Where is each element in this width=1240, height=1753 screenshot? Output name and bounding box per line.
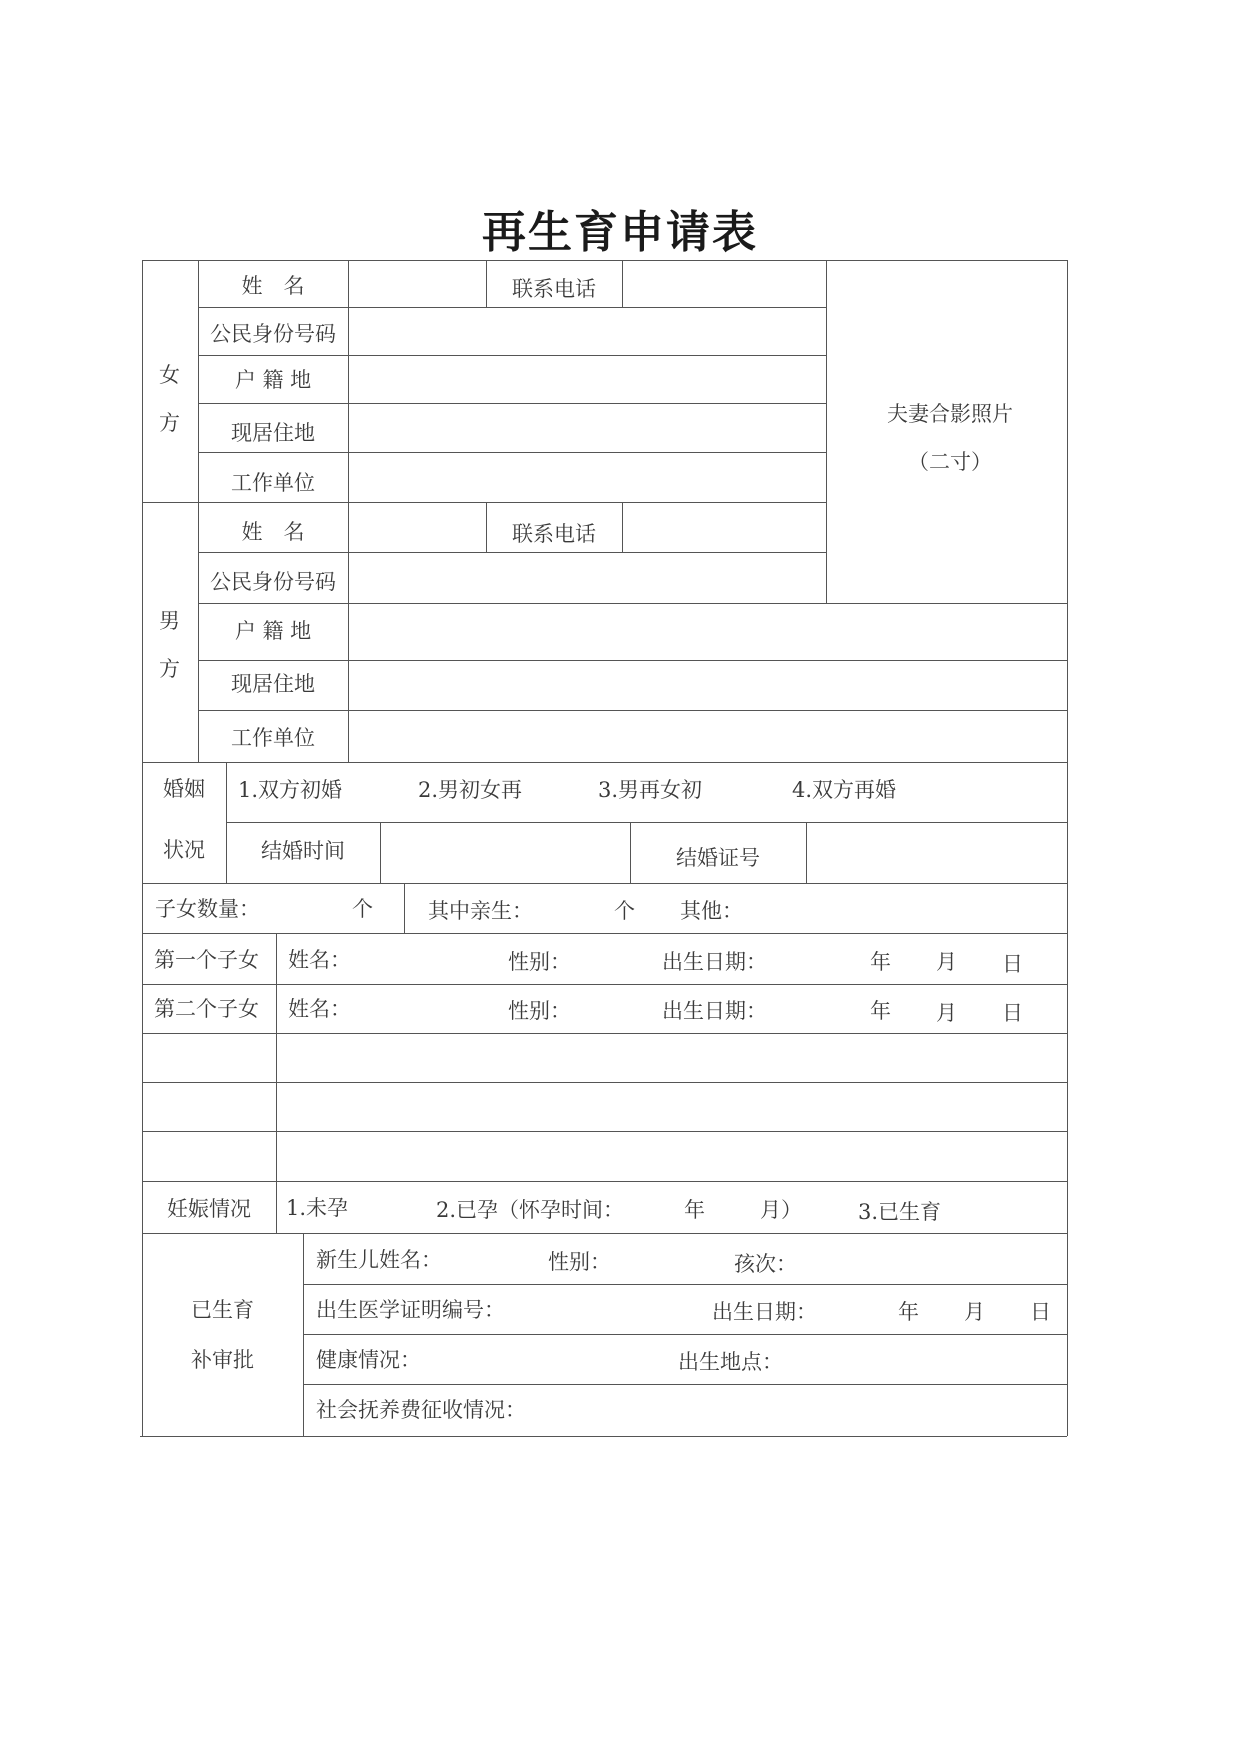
children-count-unit: 个 xyxy=(352,897,373,921)
photo-label: 夫妻合影照片 xyxy=(887,402,1013,426)
woman-phone-field[interactable] xyxy=(623,261,825,306)
woman-work-field[interactable] xyxy=(349,453,825,501)
woman-id-field[interactable] xyxy=(349,308,825,354)
child-1-month: 月 xyxy=(936,950,957,974)
child-1-year: 年 xyxy=(870,950,891,974)
rule xyxy=(276,1181,277,1233)
man-hukou-field[interactable] xyxy=(349,604,1066,659)
birth-year: 年 xyxy=(898,1300,919,1324)
woman-residence-field[interactable] xyxy=(349,404,825,451)
children-biological-unit: 个 xyxy=(614,899,635,923)
man-work-label: 工作单位 xyxy=(231,726,315,750)
woman-residence-label: 现居住地 xyxy=(231,421,315,445)
woman-name-label: 姓 名 xyxy=(241,274,305,298)
rule xyxy=(226,762,227,883)
woman-id-label: 公民身份号码 xyxy=(210,322,336,346)
man-name-field[interactable] xyxy=(349,503,485,551)
birth-review-label-line2: 补审批 xyxy=(191,1348,254,1372)
man-id-field[interactable] xyxy=(349,553,825,602)
pregnancy-month: 月） xyxy=(760,1198,802,1222)
marriage-cert-field[interactable] xyxy=(807,823,1066,882)
newborn-order-label: 孩次： xyxy=(734,1252,797,1276)
child-2-sex-label: 性别： xyxy=(508,999,571,1023)
child-1-sex-label: 性别： xyxy=(508,950,571,974)
pregnancy-option-1[interactable]: 1.未孕 xyxy=(286,1196,349,1220)
man-hukou-label: 户 籍 地 xyxy=(234,619,312,643)
birth-review-label-line1: 已生育 xyxy=(191,1298,254,1322)
child-2-day: 日 xyxy=(1002,1001,1023,1025)
rule xyxy=(142,933,1067,934)
marriage-option-4[interactable]: 4.双方再婚 xyxy=(792,778,897,802)
rule xyxy=(303,1284,1067,1285)
children-other-label: 其他： xyxy=(680,899,743,923)
marriage-option-3[interactable]: 3.男再女初 xyxy=(598,778,703,802)
blank-row-1[interactable] xyxy=(277,1034,1066,1081)
man-side-label: 男方 xyxy=(159,609,180,681)
children-count-label: 子女数量： xyxy=(155,897,260,921)
birth-cert-label: 出生医学证明编号： xyxy=(316,1298,505,1322)
pregnancy-option-3[interactable]: 3.已生育 xyxy=(858,1200,942,1224)
pregnancy-label: 妊娠情况 xyxy=(167,1197,251,1221)
blank-row-2[interactable] xyxy=(277,1083,1066,1130)
birth-date-label: 出生日期： xyxy=(712,1300,817,1324)
health-label: 健康情况： xyxy=(316,1348,421,1372)
woman-side-label: 女方 xyxy=(159,363,180,435)
pregnancy-option-2[interactable]: 2.已孕（怀孕时间： xyxy=(436,1198,625,1222)
children-biological-label: 其中亲生： xyxy=(428,899,533,923)
rule xyxy=(142,1233,1067,1234)
pregnancy-year: 年 xyxy=(684,1198,705,1222)
rule xyxy=(142,1181,1067,1182)
child-2-name-label: 姓名： xyxy=(288,997,351,1021)
child-2-birth-label: 出生日期： xyxy=(662,999,767,1023)
rule xyxy=(142,762,1067,763)
rule xyxy=(303,1334,1067,1335)
woman-name-field[interactable] xyxy=(349,261,485,306)
marriage-label-line1: 婚姻 xyxy=(163,777,205,801)
child-1-day: 日 xyxy=(1002,952,1023,976)
marriage-date-field[interactable] xyxy=(381,823,629,882)
birth-place-label: 出生地点： xyxy=(678,1350,783,1374)
photo-size: （二寸） xyxy=(908,450,992,474)
marriage-date-label: 结婚时间 xyxy=(261,839,345,863)
man-id-label: 公民身份号码 xyxy=(210,570,336,594)
woman-hukou-label: 户 籍 地 xyxy=(234,368,312,392)
man-phone-label: 联系电话 xyxy=(512,522,596,546)
marriage-option-1[interactable]: 1.双方初婚 xyxy=(238,778,343,802)
rule xyxy=(826,260,827,603)
rule xyxy=(142,260,1067,261)
rule xyxy=(404,883,405,933)
man-work-field[interactable] xyxy=(349,711,1066,761)
birth-month: 月 xyxy=(964,1300,985,1324)
rule xyxy=(303,1384,1067,1385)
newborn-name-label: 新生儿姓名： xyxy=(316,1248,442,1272)
rule xyxy=(140,1436,1067,1437)
woman-phone-label: 联系电话 xyxy=(512,277,596,301)
social-fee-label: 社会抚养费征收情况： xyxy=(316,1398,526,1422)
child-2-label: 第二个子女 xyxy=(154,997,259,1021)
marriage-cert-label: 结婚证号 xyxy=(676,846,760,870)
woman-work-label: 工作单位 xyxy=(231,471,315,495)
man-residence-label: 现居住地 xyxy=(231,672,315,696)
child-1-name-label: 姓名： xyxy=(288,948,351,972)
man-residence-field[interactable] xyxy=(349,661,1066,709)
child-1-label: 第一个子女 xyxy=(154,948,259,972)
blank-row-3[interactable] xyxy=(277,1132,1066,1180)
man-phone-field[interactable] xyxy=(623,503,825,551)
birth-day: 日 xyxy=(1030,1300,1051,1324)
marriage-option-2[interactable]: 2.男初女再 xyxy=(418,778,523,802)
child-1-birth-label: 出生日期： xyxy=(662,950,767,974)
newborn-sex-label: 性别： xyxy=(548,1250,611,1274)
rule xyxy=(303,1233,304,1436)
child-2-month: 月 xyxy=(936,1001,957,1025)
marriage-label-line2: 状况 xyxy=(163,838,205,862)
rule xyxy=(142,883,1067,884)
rule xyxy=(1067,260,1068,1436)
form-title: 再生育申请表 xyxy=(482,207,758,258)
child-2-year: 年 xyxy=(870,999,891,1023)
man-name-label: 姓 名 xyxy=(241,520,305,544)
woman-hukou-field[interactable] xyxy=(349,356,825,402)
rule xyxy=(142,984,1067,985)
